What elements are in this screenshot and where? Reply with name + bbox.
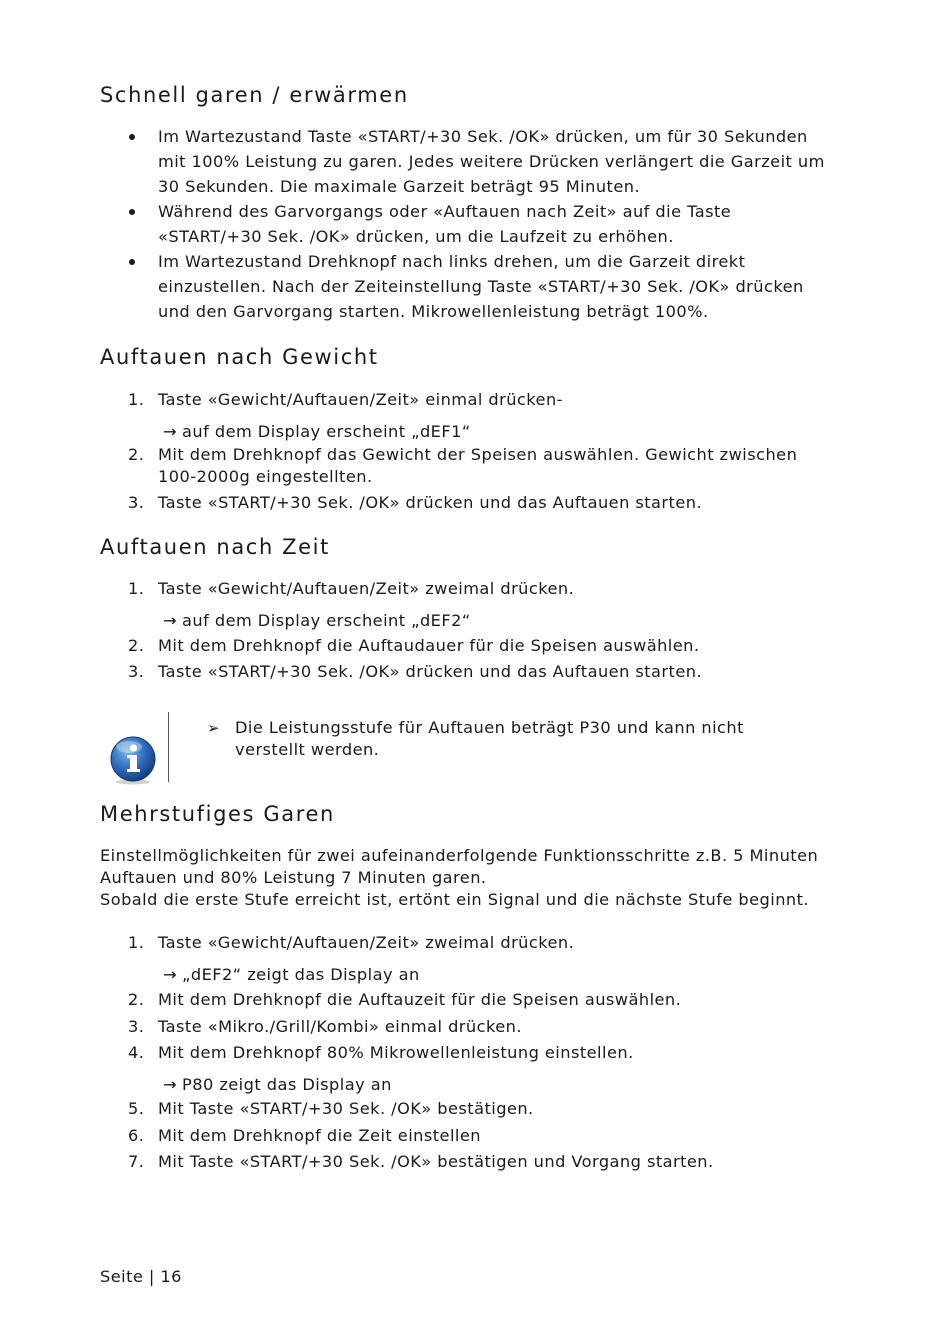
heading-quick-cook: Schnell garen / erwärmen	[100, 83, 409, 107]
step-number: 1.	[128, 933, 145, 952]
list-item	[100, 387, 840, 412]
arrow-right-icon: →	[163, 611, 178, 630]
steps-defrost-weight	[100, 387, 840, 412]
result-text: P80 zeigt das Display an	[182, 1075, 392, 1094]
list-item	[100, 444, 840, 488]
step-text: Mit dem Drehknopf die Auftaudauer für die Speisen auswählen.	[158, 636, 700, 655]
step-number: 3.	[128, 1016, 145, 1036]
steps-multi-stage-end	[100, 1096, 840, 1176]
step-text: Taste «Gewicht/Auftauen/Zeit» zweimal drücken.	[158, 933, 575, 952]
list-item: Im Wartezustand Taste «START/+30 Sek. /OK» drücken, um für 30 Sekunden mit 100% Leistung zu garen. Jedes weitere Drücken verlängert die Garzeit um 30 Sekunden. Die maximale Garzeit beträgt 95 Minuten.	[100, 124, 840, 199]
step-text: Taste «START/+30 Sek. /OK» drücken und das Auftauen starten.	[158, 662, 703, 681]
arrowhead-bullet-icon: ➢	[207, 719, 221, 737]
result-line	[163, 419, 471, 444]
list-item	[100, 1040, 840, 1067]
step-text: Mit dem Drehknopf die Auftauzeit für die Speisen auswählen.	[158, 990, 682, 1009]
intro-text: Sobald die erste Stufe erreicht ist, ertönt ein Signal und die nächste Stufe beginnt.	[100, 890, 810, 909]
step-number: 4.	[128, 1043, 145, 1062]
list-item	[100, 1149, 840, 1176]
step-text: Mit Taste «START/+30 Sek. /OK» bestätigen.	[158, 1099, 534, 1118]
page-number: Seite | 16	[100, 1267, 182, 1286]
list-item	[100, 576, 840, 601]
list-item: Im Wartezustand Drehknopf nach links drehen, um die Garzeit direkt einzustellen. Nach der Zeiteinstellung Taste «START/+30 Sek. /OK» drücken und den Garvorgang starten. Mikrowellenleistung beträgt 100%.	[100, 249, 840, 324]
steps-defrost-weight-cont	[100, 444, 840, 514]
step-number: 2.	[128, 636, 145, 655]
step-number: 3.	[128, 662, 145, 681]
list-item	[100, 492, 840, 514]
result-text: auf dem Display erscheint „dEF2“	[182, 611, 471, 630]
info-note	[207, 717, 807, 761]
heading-defrost-time: Auftauen nach Zeit	[100, 535, 330, 559]
heading-defrost-weight: Auftauen nach Gewicht	[100, 345, 379, 369]
intro-text: Einstellmöglichkeiten für zwei aufeinanderfolgende Funktionsschritte z.B. 5 Minuten Auftauen und 80% Leistung 7 Minuten garen.	[100, 846, 819, 887]
step-number: 2.	[128, 445, 145, 464]
bullet-list-quick-cook	[100, 124, 840, 324]
heading-multi-stage: Mehrstufiges Garen	[100, 802, 335, 826]
list-item	[100, 987, 840, 1014]
step-text: Taste «Gewicht/Auftauen/Zeit» einmal drücken-	[158, 390, 563, 409]
list-item	[100, 1014, 840, 1041]
result-line	[163, 608, 471, 633]
result-line	[163, 1072, 392, 1097]
step-number: 3.	[128, 493, 145, 512]
arrow-right-icon: →	[163, 1075, 178, 1094]
step-number: 1.	[128, 390, 145, 409]
note-divider	[168, 712, 169, 782]
step-text: Mit dem Drehknopf 80% Mikrowellenleistung einstellen.	[158, 1043, 634, 1062]
step-number: 5.	[128, 1099, 145, 1118]
step-text: Taste «START/+30 Sek. /OK» drücken und das Auftauen starten.	[158, 493, 703, 512]
step-text: Taste «Mikro./Grill/Kombi» einmal drücken.	[158, 1016, 522, 1036]
note-text: Die Leistungsstufe für Auftauen beträgt P30 und kann nicht verstellt werden.	[235, 718, 744, 759]
step-number: 7.	[128, 1152, 145, 1171]
step-number: 6.	[128, 1125, 145, 1145]
step-text: Mit Taste «START/+30 Sek. /OK» bestätigen und Vorgang starten.	[158, 1152, 714, 1171]
steps-multi-stage	[100, 930, 840, 955]
step-number: 1.	[128, 579, 145, 598]
result-line	[163, 962, 420, 987]
list-item	[100, 633, 840, 659]
step-text: Mit dem Drehknopf die Zeit einstellen	[158, 1125, 481, 1145]
result-text: „dEF2“ zeigt das Display an	[182, 965, 420, 984]
list-item	[100, 1123, 840, 1150]
result-text: auf dem Display erscheint „dEF1“	[182, 422, 471, 441]
steps-defrost-time	[100, 576, 840, 601]
steps-defrost-time-cont	[100, 633, 840, 685]
steps-multi-stage-cont	[100, 987, 840, 1067]
intro-paragraph	[100, 845, 820, 911]
info-icon	[108, 735, 158, 785]
list-item: Während des Garvorgangs oder «Auftauen nach Zeit» auf die Taste «START/+30 Sek. /OK» drücken, um die Laufzeit zu erhöhen.	[100, 199, 840, 249]
arrow-right-icon: →	[163, 965, 178, 984]
arrow-right-icon: →	[163, 422, 178, 441]
list-item	[100, 930, 840, 955]
step-number: 2.	[128, 990, 145, 1009]
list-item	[100, 1096, 840, 1123]
list-item	[100, 659, 840, 685]
step-text: Taste «Gewicht/Auftauen/Zeit» zweimal drücken.	[158, 579, 575, 598]
step-text: Mit dem Drehknopf das Gewicht der Speisen auswählen. Gewicht zwischen 100-2000g eingestellten.	[158, 445, 798, 486]
